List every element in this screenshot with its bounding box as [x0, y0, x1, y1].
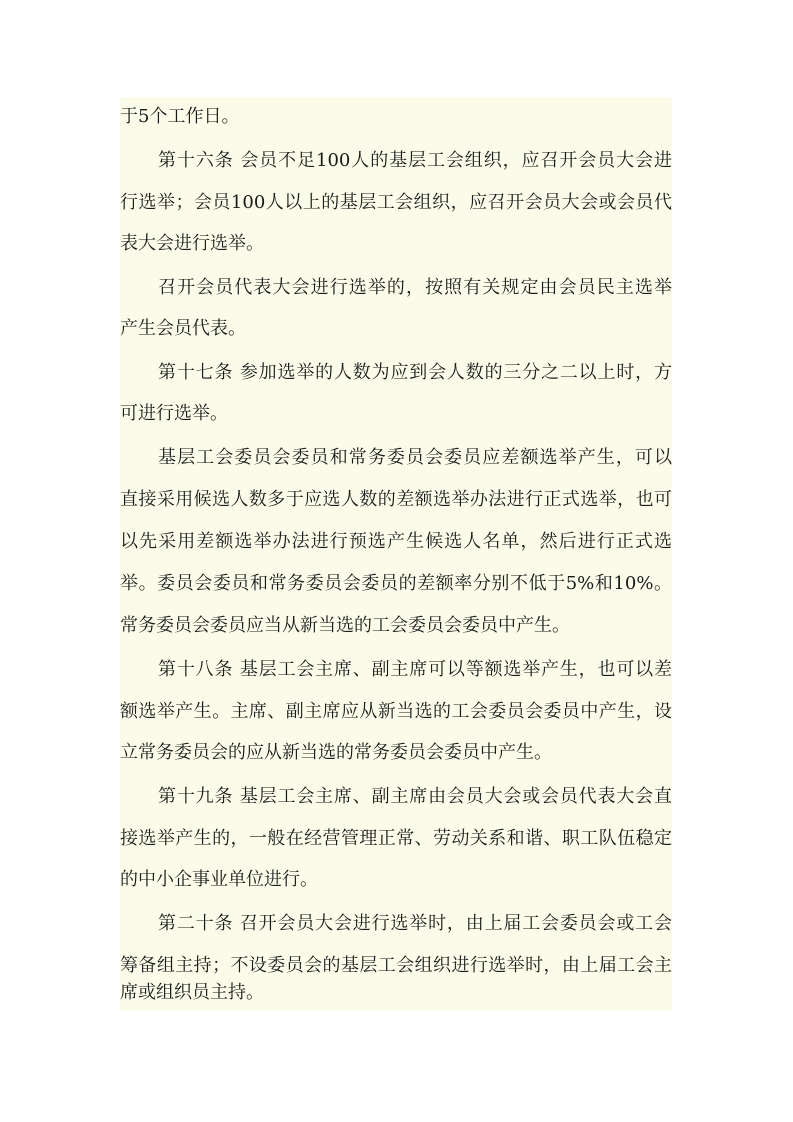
text-line: 以先采用差额选举办法进行预选产生候选人名单，然后进行正式选 [120, 531, 672, 552]
text-line: 行选举；会员100人以上的基层工会组织，应召开会员大会或会员代 [120, 192, 672, 213]
paragraph-line: 基层工会委员会委员和常务委员会委员应差额选举产生，可以 [158, 447, 672, 468]
text-line: 席或组织员主持。 [120, 982, 264, 1003]
article-17-line: 第十七条 参加选举的人数为应到会人数的三分之二以上时，方 [158, 362, 672, 383]
text-line: 可进行选举。 [120, 403, 228, 424]
text-line: 表大会进行选举。 [120, 233, 264, 254]
text-line: 直接采用候选人数多于应选人数的差额选举办法进行正式选举，也可 [120, 489, 672, 510]
text-line: 产生会员代表。 [120, 318, 246, 339]
document-text-block [120, 97, 672, 1011]
text-line: 于5个工作日。 [120, 106, 240, 127]
text-line: 立常务委员会的应从新当选的常务委员会委员中产生。 [120, 742, 552, 763]
article-19-line: 第十九条 基层工会主席、副主席由会员大会或会员代表大会直 [158, 786, 672, 807]
article-20-line: 第二十条 召开会员大会进行选举时，由上届工会委员会或工会 [158, 913, 672, 934]
text-line: 的中小企事业单位进行。 [120, 869, 318, 890]
article-18-line: 第十八条 基层工会主席、副主席可以等额选举产生，也可以差 [158, 659, 672, 680]
text-line: 接选举产生的，一般在经营管理正常、劳动关系和谐、职工队伍稳定 [120, 828, 672, 849]
paragraph-line: 召开会员代表大会进行选举的，按照有关规定由会员民主选举 [158, 277, 672, 298]
article-16-line: 第十六条 会员不足100人的基层工会组织，应召开会员大会进 [158, 150, 672, 171]
text-line: 举。委员会委员和常务委员会委员的差额率分别不低于5%和10%。 [120, 573, 672, 594]
text-line: 常务委员会委员应当从新当选的工会委员会委员中产生。 [120, 615, 570, 636]
text-line: 额选举产生。主席、副主席应从新当选的工会委员会委员中产生，设 [120, 701, 672, 722]
text-line: 筹备组主持；不设委员会的基层工会组织进行选举时，由上届工会主 [120, 955, 672, 976]
